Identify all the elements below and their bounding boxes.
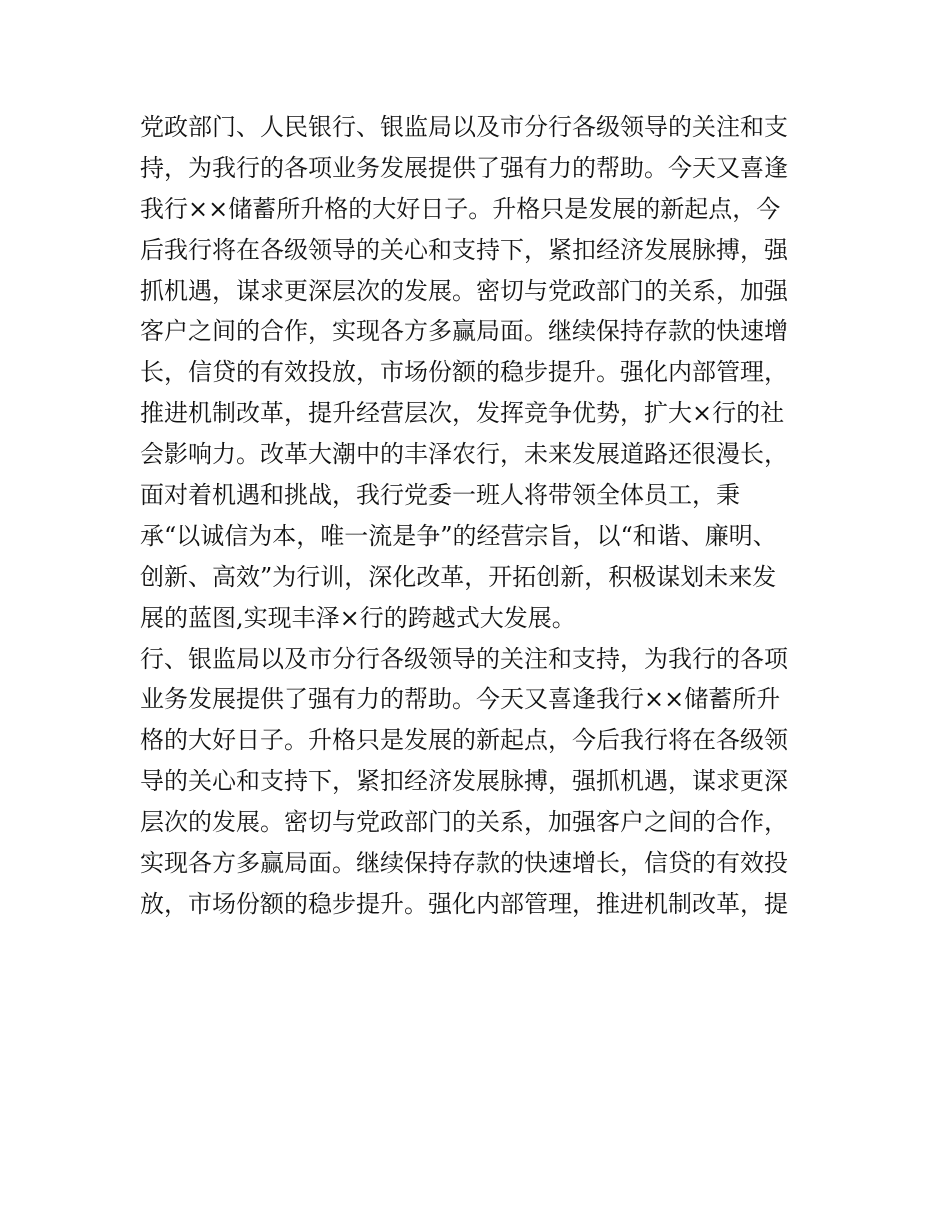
text-line: 会影响力。改革大潮中的丰泽农行，未来发展道路还很漫长， [140,440,788,469]
text-line: 承“以诚信为本，唯一流是争”的经营宗旨，以“和谐、廉明、 [140,521,777,550]
text-line: 推进机制改革，提升经营层次，发挥竞争优势，扩大×行的社 [140,399,785,428]
text-line: 格的大好日子。升格只是发展的新起点，今后我行将在各级领 [140,726,788,755]
text-line: 导的关心和支持下，紧扣经济发展脉搏，强抓机遇，谋求更深 [140,767,788,796]
text-line: 层次的发展。密切与党政部门的关系，加强客户之间的合作， [140,808,788,837]
text-line: 党政部门、人民银行、银监局以及市分行各级领导的关注和支 [140,113,788,141]
body-text [140,107,820,925]
text-line: 抓机遇，谋求更深层次的发展。密切与党政部门的关系，加强 [140,276,788,305]
text-line: 我行××储蓄所升格的大好日子。升格只是发展的新起点，今 [140,194,781,223]
text-line: 客户之间的合作，实现各方多赢局面。继续保持存款的快速增 [140,317,788,346]
text-line: 业务发展提供了强有力的帮助。今天又喜逢我行××储蓄所升 [140,685,781,714]
text-line: 长，信贷的有效投放，市场份额的稳步提升。强化内部管理， [140,358,788,387]
text-line: 持，为我行的各项业务发展提供了强有力的帮助。今天又喜逢 [140,153,788,182]
text-line: 后我行将在各级领导的关心和支持下，紧扣经济发展脉搏，强 [140,235,788,264]
text-line: 展的蓝图,实现丰泽×行的跨越式大发展。 [140,603,576,632]
text-line: 实现各方多赢局面。继续保持存款的快速增长，信贷的有效投 [140,849,788,878]
text-line: 面对着机遇和挑战，我行党委一班人将带领全体员工，秉 [140,481,740,510]
text-line: 行、银监局以及市分行各级领导的关注和支持，为我行的各项 [140,644,788,673]
text-line: 创新、高效”为行训，深化改革，开拓创新，积极谋划未来发 [140,562,777,591]
text-line: 放，市场份额的稳步提升。强化内部管理，推进机制改革，提 [140,889,788,918]
